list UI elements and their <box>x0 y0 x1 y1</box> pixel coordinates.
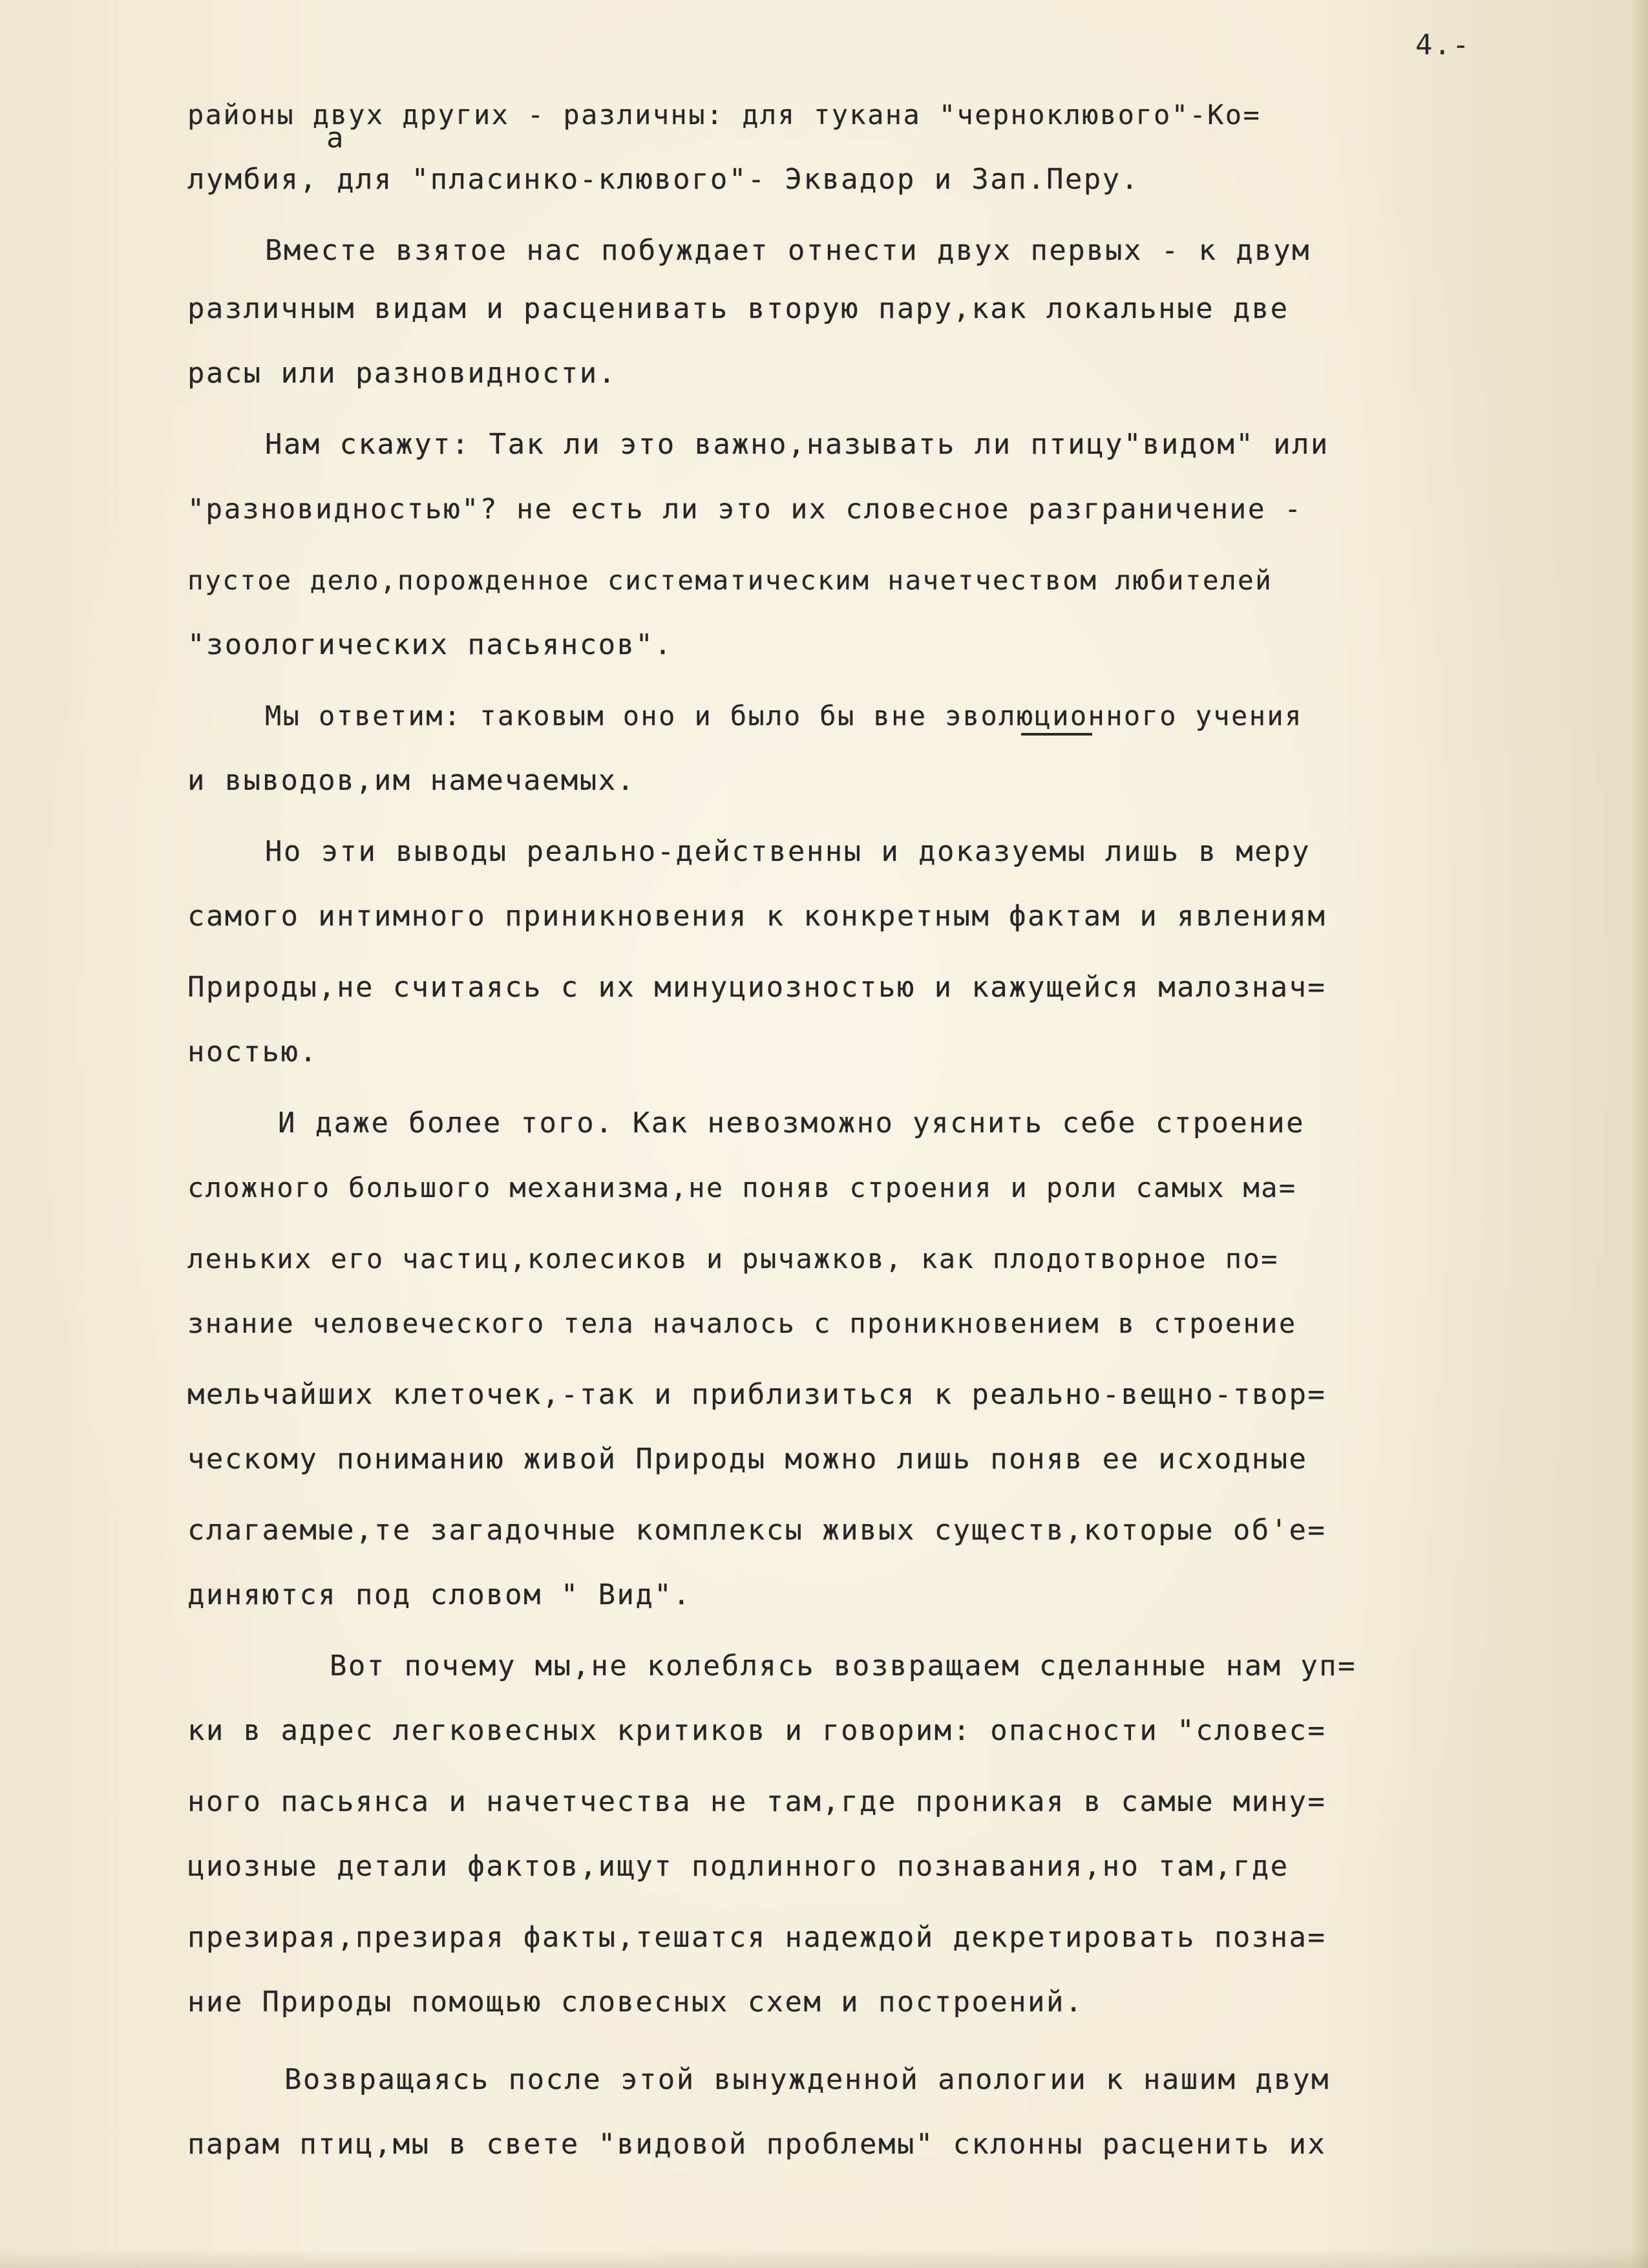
text-line: лумбия, для "пласинко-клювого"- Эквадор и Зап.Перу. <box>187 163 1140 196</box>
text-line: леньких его частиц,колесиков и рычажков, как плодотворное по= <box>187 1243 1279 1275</box>
paper-edge-shadow-right <box>1631 0 1648 2268</box>
underline-mark <box>1021 733 1092 736</box>
text-line: Мы ответим: таковым оно и было бы вне эволюционного учения <box>265 700 1303 732</box>
text-line: И даже более того. Как невозможно уяснить себе строение <box>278 1107 1305 1139</box>
text-line: "разновидностью"? не есть ли это их словесное разграничение - <box>187 493 1303 525</box>
text-line: расы или разновидности. <box>187 357 617 390</box>
text-line: сложного большого механизма,не поняв строения и роли самых ма= <box>187 1172 1297 1203</box>
text-line: Нам скажут: Так ли это важно,называть ли птицу"видом" или <box>265 428 1329 461</box>
text-line: ческому пониманию живой Природы можно лишь поняв ее исходные <box>187 1443 1308 1476</box>
text-line: и выводов,им намечаемых. <box>187 764 636 797</box>
text-line: ние Природы помощью словесных схем и построений. <box>187 1986 1084 2019</box>
text-line: Вот почему мы,не колеблясь возвращаем сделанные нам уп= <box>330 1649 1357 1682</box>
text-line: Но эти выводы реально-действенны и доказуемы лишь в меру <box>265 835 1311 868</box>
handwritten-correction-letter: а <box>326 122 345 154</box>
text-line: презирая,презирая факты,тешатся надеждой декретировать позна= <box>187 1921 1327 1954</box>
text-line: парам птиц,мы в свете "видовой проблемы" склонны расценить их <box>187 2128 1327 2161</box>
text-line: Вместе взятое нас побуждает отнести двух первых - к двум <box>265 234 1311 267</box>
text-line: ностью. <box>187 1035 319 1068</box>
text-line: "зоологических пасьянсов". <box>187 628 673 661</box>
text-line: слагаемые,те загадочные комплексы живых существ,которые об'е= <box>187 1514 1327 1547</box>
paper-edge-shadow-bottom <box>0 2249 1648 2268</box>
text-line: самого интимного приникновения к конкретным фактам и явлениям <box>187 900 1327 933</box>
text-line: пустое дело,порожденное систематическим начетчеством любителей <box>187 565 1273 596</box>
text-line: Возвращаясь после этой вынужденной апологии к нашим двум <box>284 2063 1330 2096</box>
text-line: ного пасьянса и начетчества не там,где проникая в самые мину= <box>187 1785 1327 1818</box>
text-line: мельчайших клеточек,-так и приблизиться к реально-вещно-твор= <box>187 1378 1327 1411</box>
page-number: 4.- <box>1415 28 1471 61</box>
text-line: Природы,не считаясь с их минуциозностью и кажущейся малознач= <box>187 971 1327 1004</box>
text-line: районы двух других - различны: для тукана "черноклювого"-Ко= <box>187 99 1262 131</box>
text-line: циозные детали фактов,ищут подлинного познавания,но там,где <box>187 1850 1289 1883</box>
text-line: знание человеческого тела началось с проникновением в строение <box>187 1308 1297 1339</box>
text-line: диняются под словом " Вид". <box>187 1578 692 1611</box>
text-line: различным видам и расценивать вторую пару,как локальные две <box>187 292 1289 325</box>
text-line: ки в адрес легковесных критиков и говорим: опасности "словес= <box>187 1714 1327 1747</box>
